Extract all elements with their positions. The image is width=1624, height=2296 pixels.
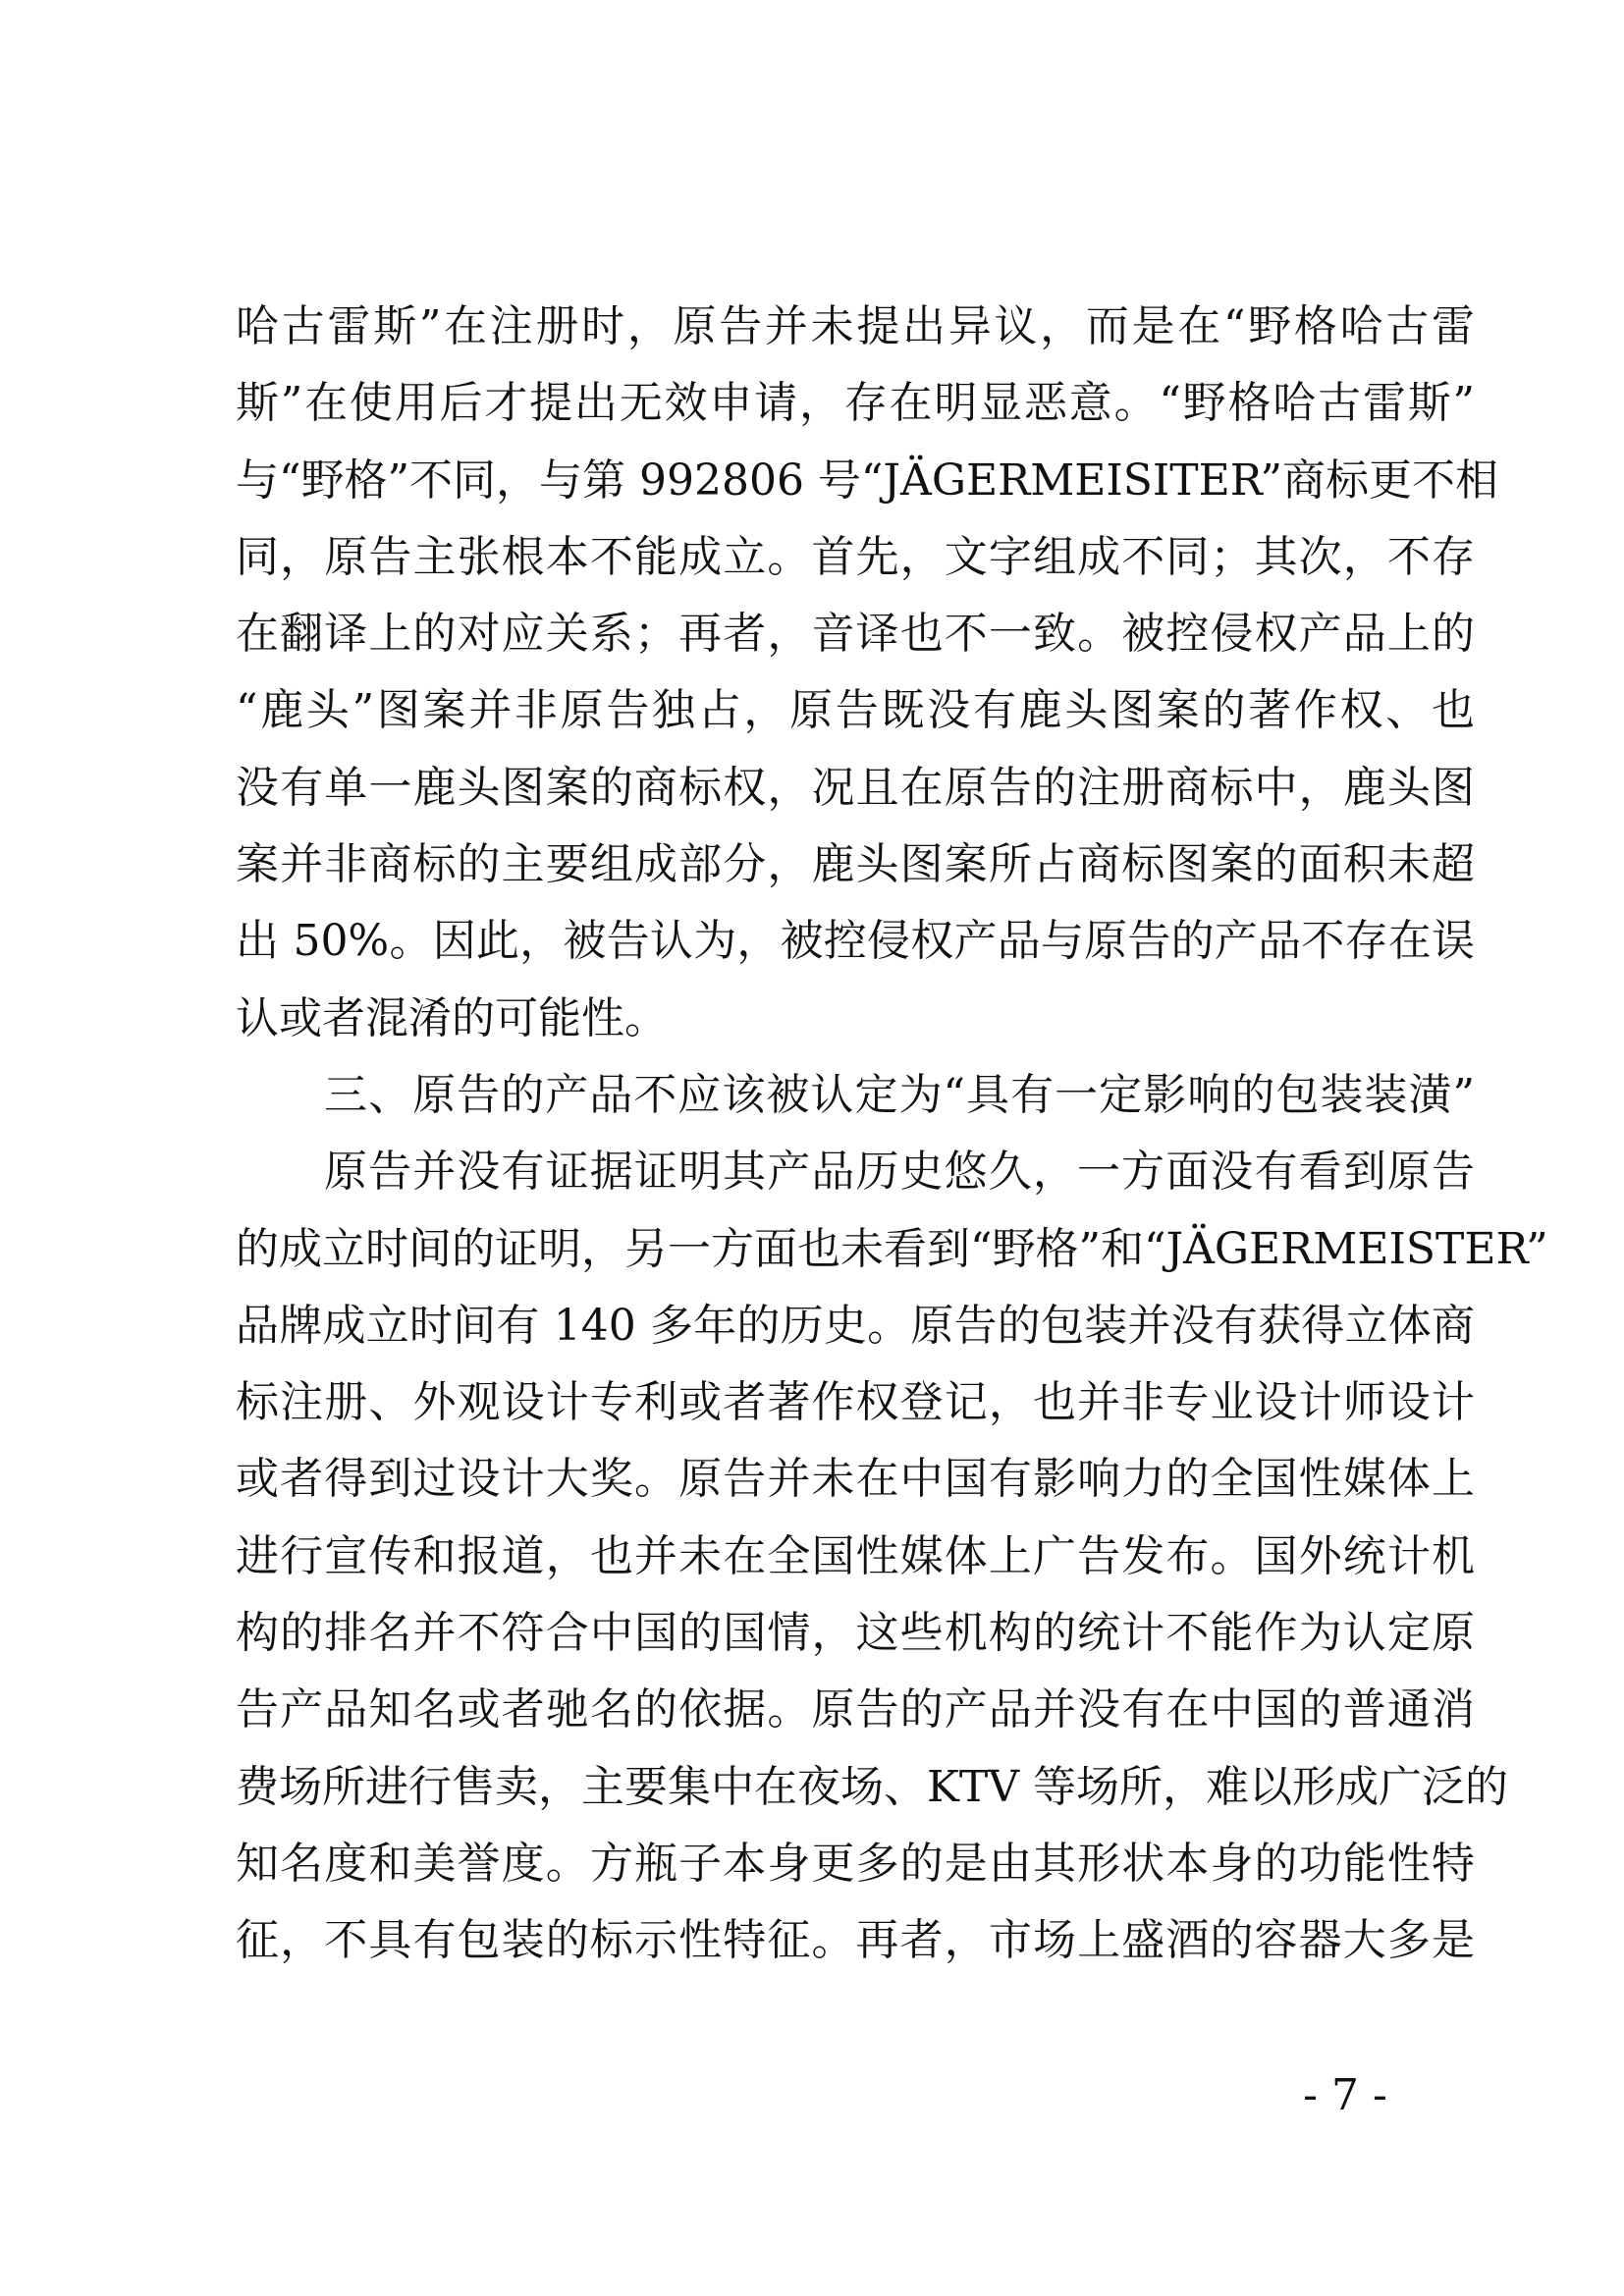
text-line: 进行宣传和报道，也并未在全国性媒体上广告发布。国外统计机 [236,1530,1475,1581]
text-line: 征，不具有包装的标示性特征。再者，市场上盛酒的容器大多是 [236,1915,1475,1966]
text-line: 告产品知名或者驰名的依据。原告的产品并没有在中国的普通消 [236,1684,1475,1735]
text-line: 斯”在使用后才提出无效申请，存在明显恶意。“野格哈古雷斯” [236,378,1475,429]
body-text [236,289,1548,1980]
text-line: 同，原告主张根本不能成立。首先，文字组成不同；其次，不存 [236,531,1475,582]
text-line: 没有单一鹿头图案的商标权，况且在原告的注册商标中，鹿头图 [236,762,1475,813]
text-line: 的成立时间的证明，另一方面也未看到“野格”和“JÄGERMEISTER” [236,1223,1548,1274]
text-line: 品牌成立时间有 140 多年的历史。原告的包装并没有获得立体商 [236,1300,1475,1351]
text-line: 标注册、外观设计专利或者著作权登记，也并非专业设计师设计 [236,1377,1475,1428]
page-number: - 7 - [1303,2070,1387,2120]
text-line: 在翻译上的对应关系；再者，音译也不一致。被控侵权产品上的 [236,609,1475,660]
paragraph-first-line: 原告并没有证据证明其产品历史悠久，一方面没有看到原告 [324,1147,1475,1198]
section-heading: 三、原告的产品不应该被认定为“具有一定影响的包装装潢” [324,1069,1475,1120]
text-line: “鹿头”图案并非原告独占，原告既没有鹿头图案的著作权、也 [236,685,1475,736]
text-line: 哈古雷斯”在注册时，原告并未提出异议，而是在“野格哈古雷 [236,301,1475,351]
text-line: 构的排名并不符合中国的国情，这些机构的统计不能作为认定原 [236,1608,1475,1659]
text-line: 出 50%。因此，被告认为，被控侵权产品与原告的产品不存在误 [236,916,1475,967]
text-line: 知名度和美誉度。方瓶子本身更多的是由其形状本身的功能性特 [236,1838,1475,1889]
text-line: 案并非商标的主要组成部分，鹿头图案所占商标图案的面积未超 [236,839,1475,890]
text-line: 与“野格”不同，与第 992806 号“JÄGERMEISITER”商标更不相 [236,454,1498,506]
text-line: 或者得到过设计大奖。原告并未在中国有影响力的全国性媒体上 [236,1454,1475,1505]
paragraph-end-line: 认或者混淆的可能性。 [236,992,668,1043]
text-line: 费场所进行售卖，主要集中在夜场、KTV 等场所，难以形成广泛的 [236,1761,1508,1812]
